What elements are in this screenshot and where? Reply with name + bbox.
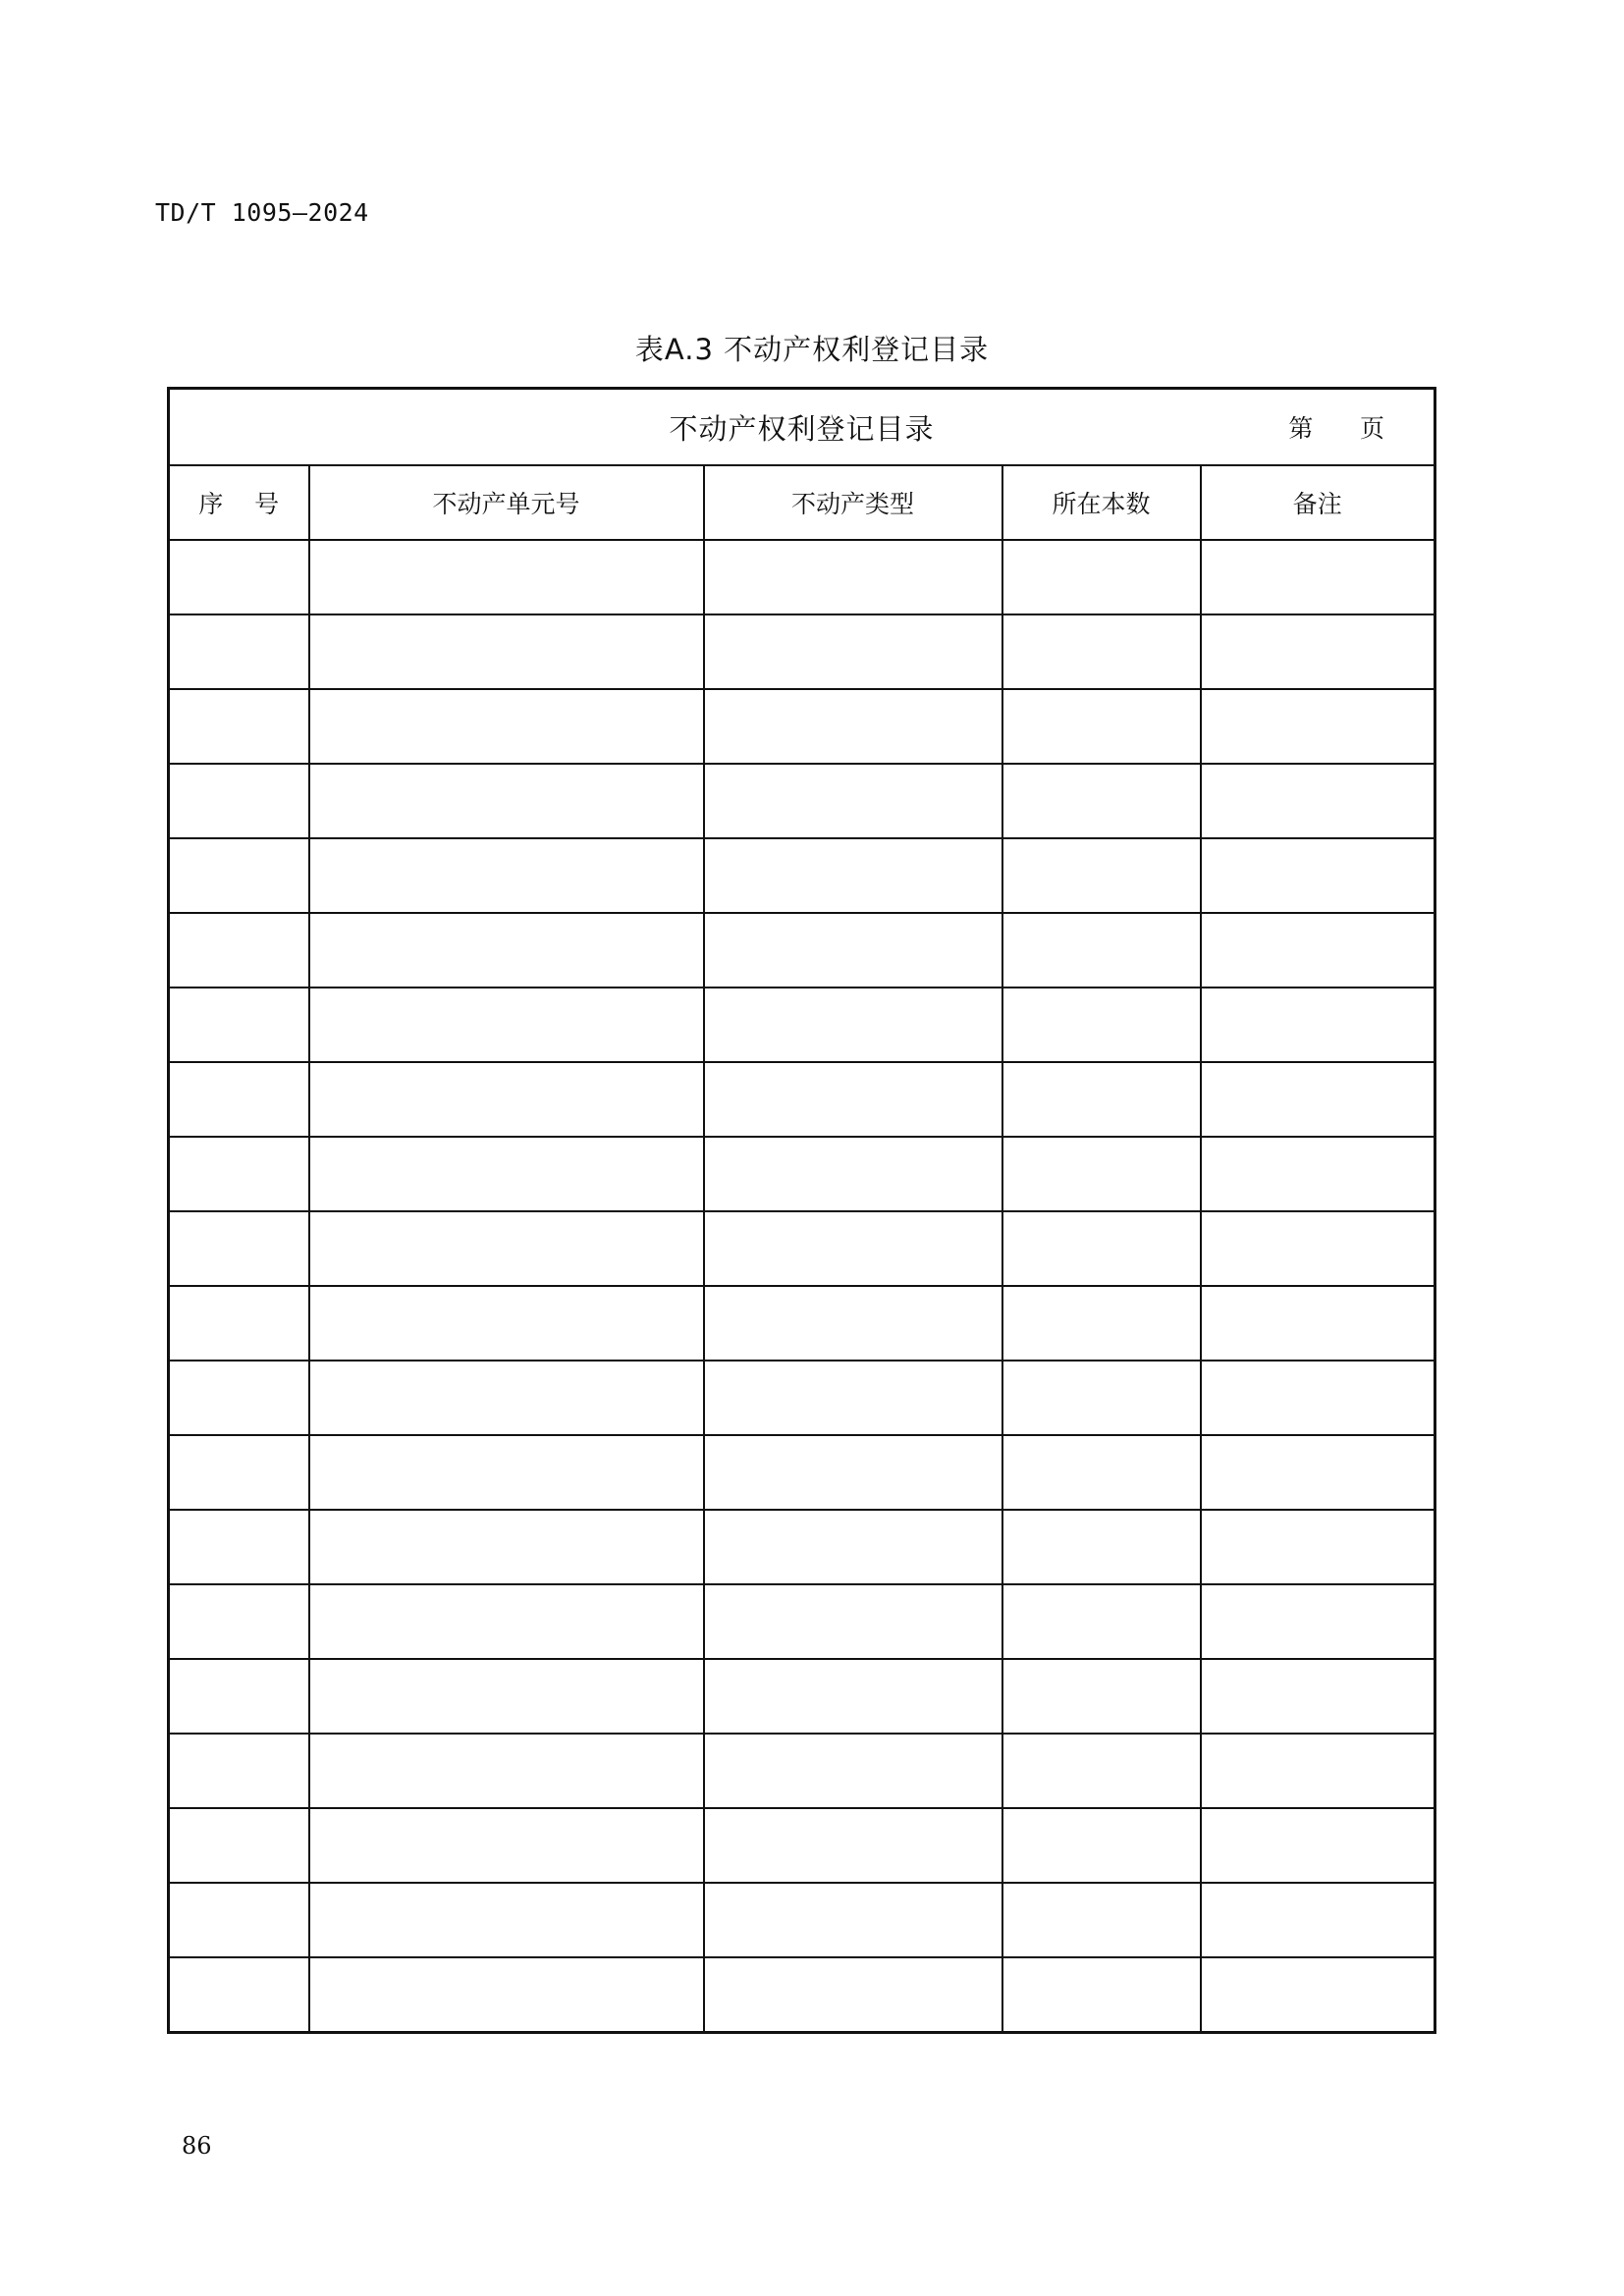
serial-cell	[169, 1211, 309, 1286]
volume-count-cell	[1002, 1808, 1201, 1883]
table-row	[169, 1062, 1435, 1137]
table-row	[169, 764, 1435, 838]
volume-count-cell	[1002, 1211, 1201, 1286]
unit-number-cell	[309, 988, 704, 1062]
property-type-cell	[704, 614, 1002, 689]
table-row	[169, 1584, 1435, 1659]
volume-count-cell	[1002, 1584, 1201, 1659]
volume-count-cell	[1002, 1510, 1201, 1584]
serial-cell	[169, 540, 309, 614]
serial-cell	[169, 838, 309, 913]
remarks-cell	[1201, 913, 1435, 988]
unit-number-cell	[309, 1062, 704, 1137]
page-number: 86	[182, 2132, 212, 2160]
volume-count-cell	[1002, 1361, 1201, 1435]
property-type-cell	[704, 1659, 1002, 1734]
unit-number-cell	[309, 1883, 704, 1957]
table-row	[169, 838, 1435, 913]
remarks-cell	[1201, 1510, 1435, 1584]
remarks-cell	[1201, 1584, 1435, 1659]
property-type-cell	[704, 1062, 1002, 1137]
property-type-cell	[704, 1137, 1002, 1211]
unit-number-cell	[309, 1435, 704, 1510]
remarks-cell	[1201, 1062, 1435, 1137]
unit-number-cell	[309, 1137, 704, 1211]
table-title: 不动产权利登记目录	[669, 411, 935, 446]
property-type-cell	[704, 1361, 1002, 1435]
volume-count-cell	[1002, 764, 1201, 838]
volume-count-cell	[1002, 1062, 1201, 1137]
remarks-cell	[1201, 1883, 1435, 1957]
property-type-cell	[704, 1435, 1002, 1510]
unit-number-cell	[309, 1734, 704, 1808]
remarks-cell	[1201, 1435, 1435, 1510]
column-header-property-type: 不动产类型	[704, 465, 1002, 540]
table-title-row	[169, 389, 1435, 466]
volume-count-cell	[1002, 540, 1201, 614]
serial-cell	[169, 764, 309, 838]
table-row	[169, 1510, 1435, 1584]
unit-number-cell	[309, 1659, 704, 1734]
table-row	[169, 1883, 1435, 1957]
table-row	[169, 988, 1435, 1062]
unit-number-cell	[309, 614, 704, 689]
remarks-cell	[1201, 1659, 1435, 1734]
property-type-cell	[704, 689, 1002, 764]
property-type-cell	[704, 1808, 1002, 1883]
unit-number-cell	[309, 1808, 704, 1883]
unit-number-cell	[309, 1584, 704, 1659]
volume-count-cell	[1002, 988, 1201, 1062]
standard-code: TD/T 1095—2024	[155, 198, 369, 227]
volume-count-cell	[1002, 1286, 1201, 1361]
volume-count-cell	[1002, 689, 1201, 764]
property-type-cell	[704, 1510, 1002, 1584]
property-type-cell	[704, 764, 1002, 838]
serial-cell	[169, 689, 309, 764]
unit-number-cell	[309, 764, 704, 838]
remarks-cell	[1201, 1211, 1435, 1286]
property-type-cell	[704, 1734, 1002, 1808]
property-type-cell	[704, 913, 1002, 988]
unit-number-cell	[309, 913, 704, 988]
serial-cell	[169, 1584, 309, 1659]
property-type-cell	[704, 1957, 1002, 2033]
remarks-cell	[1201, 838, 1435, 913]
property-type-cell	[704, 1584, 1002, 1659]
table-title-cell	[169, 389, 1435, 466]
volume-count-cell	[1002, 1659, 1201, 1734]
unit-number-cell	[309, 1957, 704, 2033]
property-type-cell	[704, 540, 1002, 614]
serial-cell	[169, 913, 309, 988]
remarks-cell	[1201, 1286, 1435, 1361]
unit-number-cell	[309, 1211, 704, 1286]
table-row	[169, 1361, 1435, 1435]
property-type-cell	[704, 1883, 1002, 1957]
table-row	[169, 1659, 1435, 1734]
column-header-volume-count: 所在本数	[1002, 465, 1201, 540]
serial-cell	[169, 1659, 309, 1734]
serial-cell	[169, 1286, 309, 1361]
property-type-cell	[704, 988, 1002, 1062]
unit-number-cell	[309, 1286, 704, 1361]
table-row	[169, 1734, 1435, 1808]
remarks-cell	[1201, 614, 1435, 689]
serial-cell	[169, 1883, 309, 1957]
serial-cell	[169, 1510, 309, 1584]
unit-number-cell	[309, 838, 704, 913]
remarks-cell	[1201, 1734, 1435, 1808]
serial-cell	[169, 1435, 309, 1510]
volume-count-cell	[1002, 614, 1201, 689]
table-row	[169, 1286, 1435, 1361]
volume-count-cell	[1002, 1734, 1201, 1808]
property-type-cell	[704, 838, 1002, 913]
serial-cell	[169, 1062, 309, 1137]
serial-cell	[169, 1957, 309, 2033]
table-header-row	[169, 465, 1435, 540]
volume-count-cell	[1002, 1957, 1201, 2033]
table-row	[169, 1211, 1435, 1286]
remarks-cell	[1201, 1361, 1435, 1435]
remarks-cell	[1201, 1137, 1435, 1211]
serial-cell	[169, 614, 309, 689]
property-type-cell	[704, 1211, 1002, 1286]
volume-count-cell	[1002, 838, 1201, 913]
volume-count-cell	[1002, 1883, 1201, 1957]
serial-cell	[169, 1361, 309, 1435]
column-header-remarks: 备注	[1201, 465, 1435, 540]
remarks-cell	[1201, 540, 1435, 614]
register-table	[167, 387, 1436, 2034]
column-header-serial: 序 号	[169, 465, 309, 540]
serial-cell	[169, 1734, 309, 1808]
remarks-cell	[1201, 1957, 1435, 2033]
table-row	[169, 913, 1435, 988]
unit-number-cell	[309, 689, 704, 764]
table-row	[169, 1435, 1435, 1510]
unit-number-cell	[309, 540, 704, 614]
unit-number-cell	[309, 1361, 704, 1435]
column-header-unit-number: 不动产单元号	[309, 465, 704, 540]
serial-cell	[169, 988, 309, 1062]
table-row	[169, 1957, 1435, 2033]
table-row	[169, 540, 1435, 614]
property-type-cell	[704, 1286, 1002, 1361]
page-label: 第 页	[1288, 414, 1385, 443]
volume-count-cell	[1002, 913, 1201, 988]
remarks-cell	[1201, 1808, 1435, 1883]
table-row	[169, 689, 1435, 764]
volume-count-cell	[1002, 1435, 1201, 1510]
serial-cell	[169, 1808, 309, 1883]
unit-number-cell	[309, 1510, 704, 1584]
remarks-cell	[1201, 764, 1435, 838]
table-row	[169, 1137, 1435, 1211]
remarks-cell	[1201, 988, 1435, 1062]
volume-count-cell	[1002, 1137, 1201, 1211]
table-row	[169, 614, 1435, 689]
table-row	[169, 1808, 1435, 1883]
serial-cell	[169, 1137, 309, 1211]
table-caption: 表A.3 不动产权利登记目录	[634, 333, 990, 366]
remarks-cell	[1201, 689, 1435, 764]
